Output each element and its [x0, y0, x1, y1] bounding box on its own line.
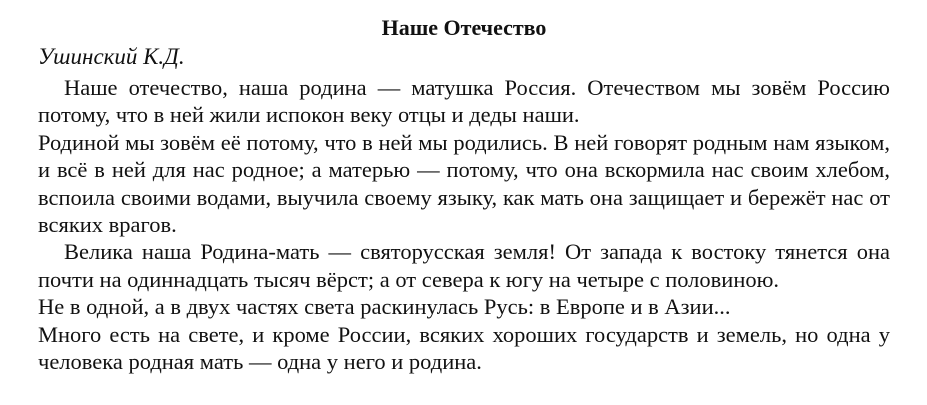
- paragraph-2: Родиной мы зовём её потому, что в ней мы родились. В ней говорят родным нам языком, и всё в ней для нас родное; а матерью — потому, что она вскормила нас своим хлебом, вспоила своими водами, выучила своему языку, как мать она защищает и бережёт нас от всяких врагов.: [38, 129, 890, 238]
- document-title: Наше Отечество: [381, 15, 547, 40]
- paragraph-4: Не в одной, а в двух частях света раскинулась Русь: в Европе и в Азии...: [38, 294, 731, 320]
- document-author: Ушинский К.Д.: [38, 44, 185, 69]
- document-page: [38, 14, 890, 375]
- paragraph-5: Много есть на свете, и кроме России, всяких хороших государств и земель, но одна у человека родная мать — одна у него и родина.: [38, 321, 890, 375]
- paragraph-3: Велика наша Родина-мать — святорусская земля! От запада к востоку тянется она почти на одиннадцать тысяч вёрст; а от севера к югу на четыре с половиною.: [38, 239, 890, 292]
- paragraph-1: Наше отечество, наша родина — матушка Россия. Отечеством мы зовём Россию потому, что в ней жили испокон веку отцы и деды наши.: [38, 75, 890, 128]
